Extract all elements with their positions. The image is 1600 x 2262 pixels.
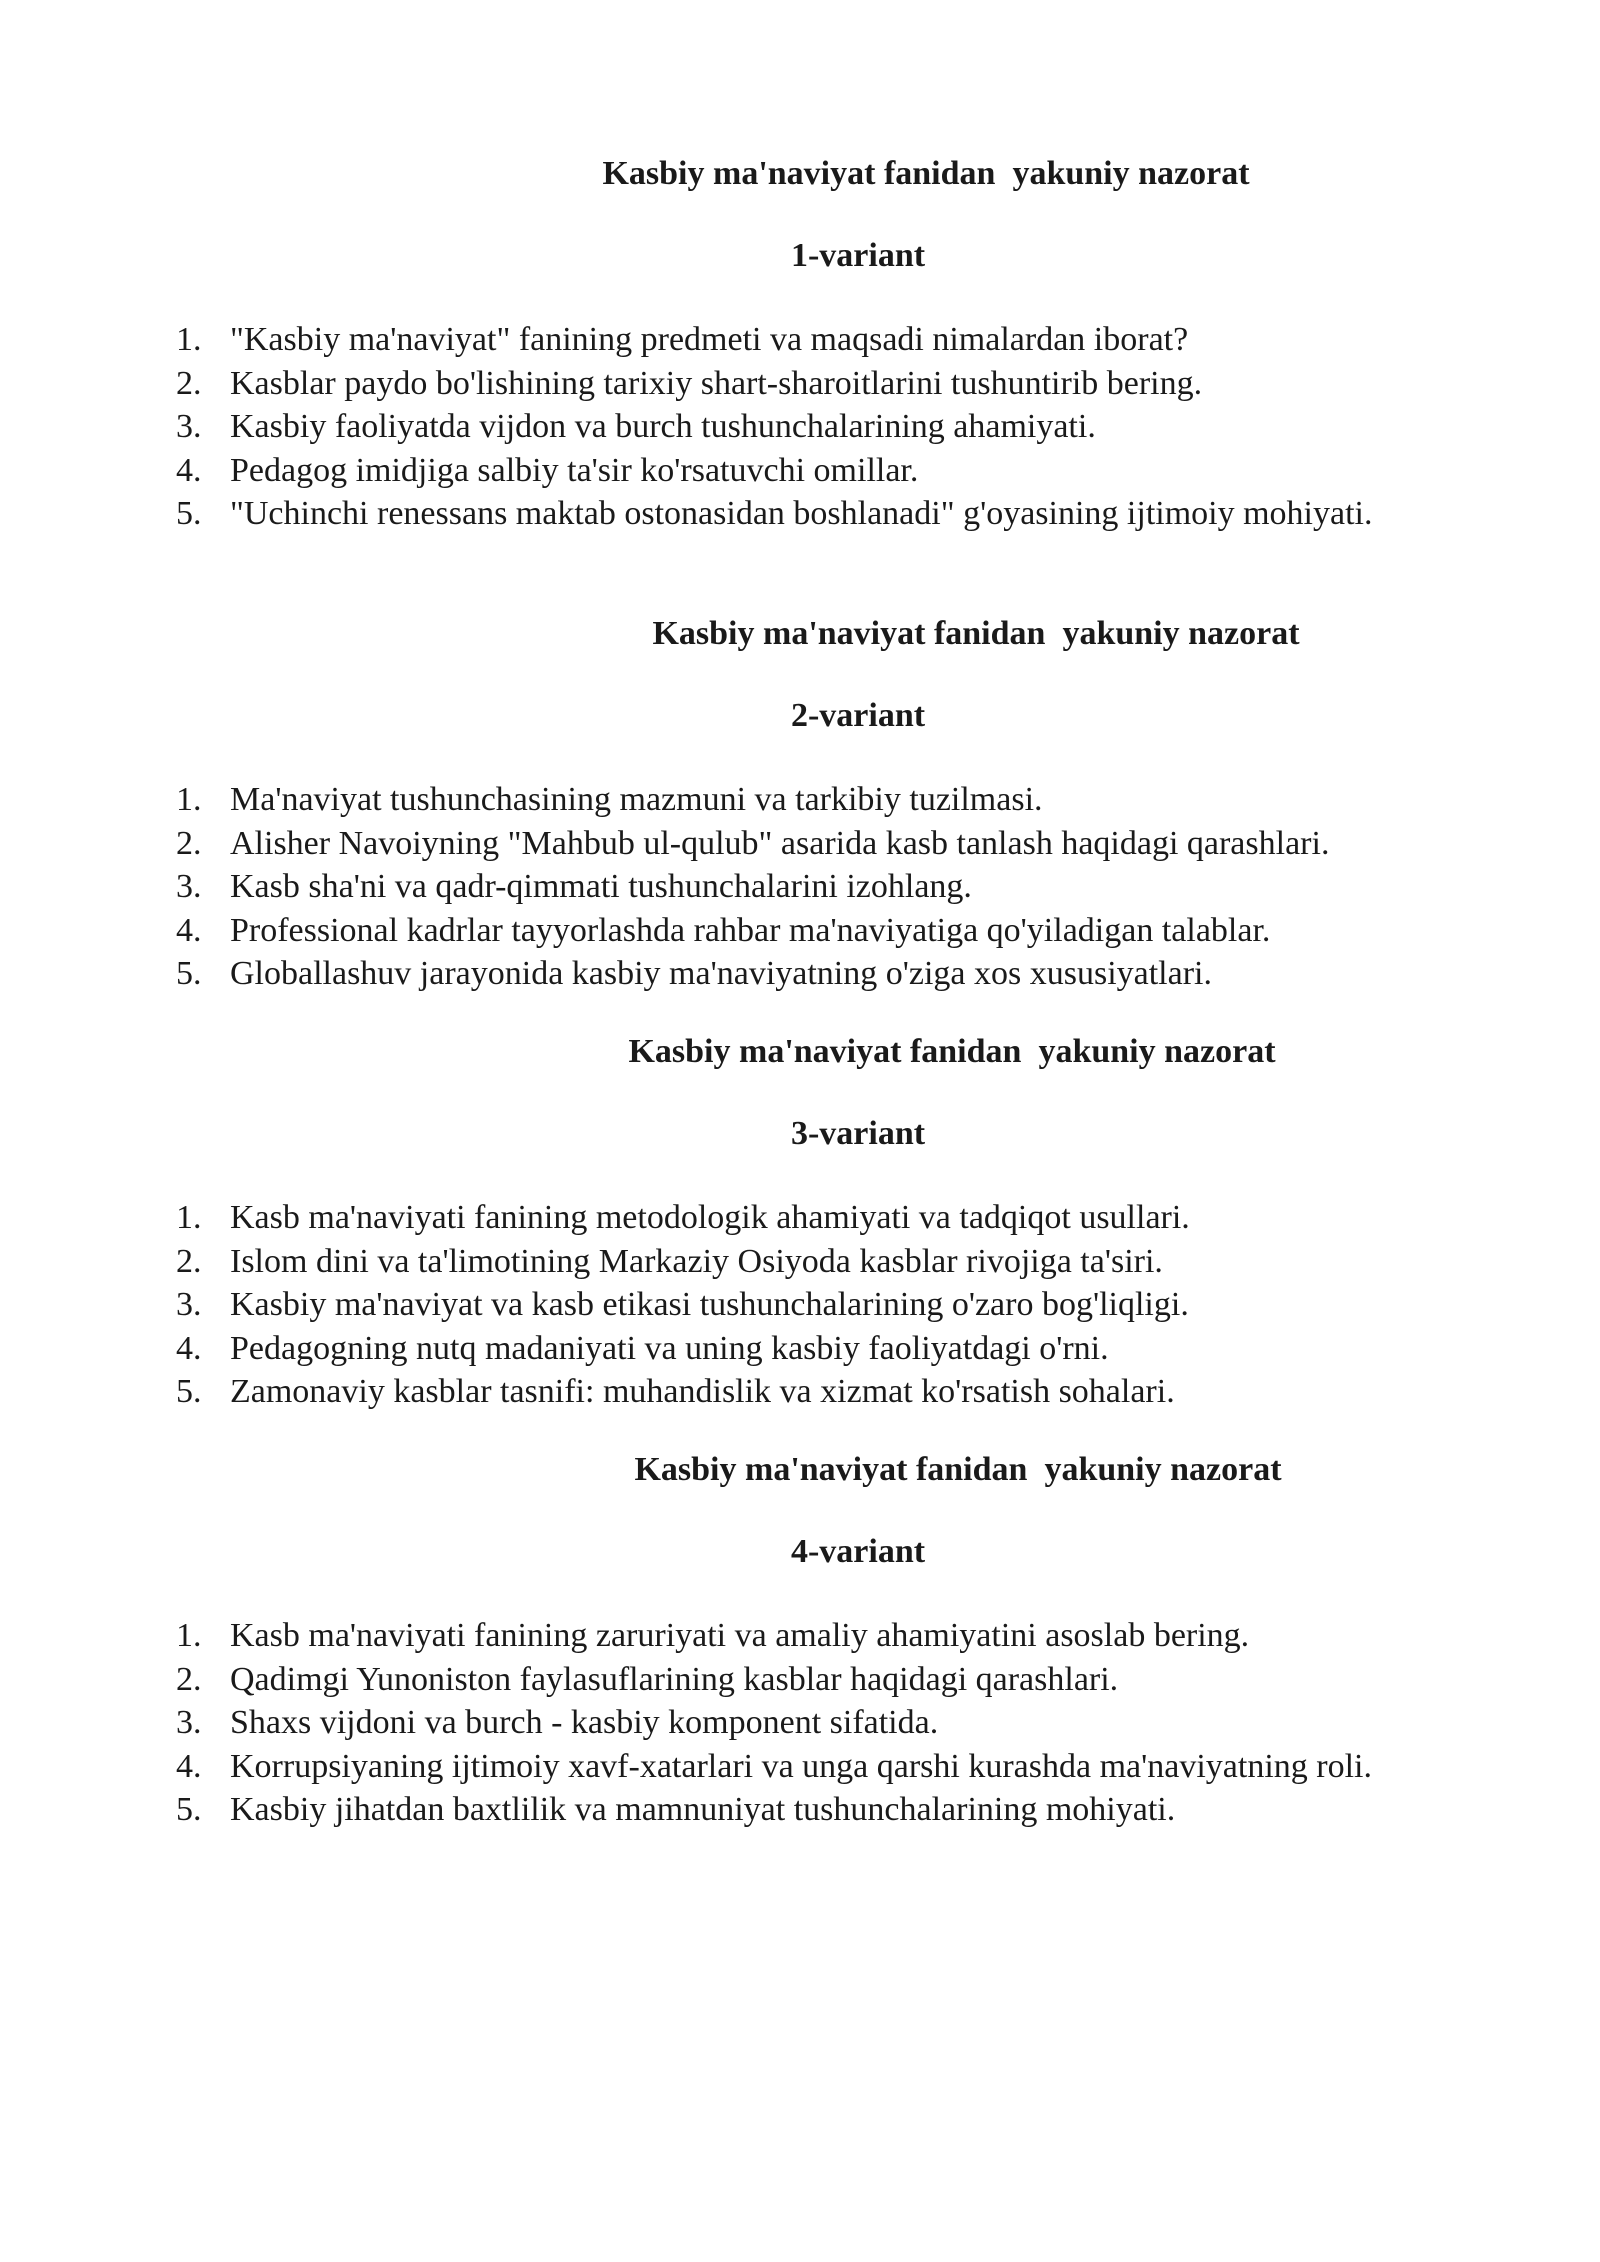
- question-number: 1.: [176, 1617, 202, 1654]
- question-item: [176, 1788, 1476, 1832]
- question-text: Qadimgi Yunoniston faylasuflarining kasblar haqidagi qarashlari.: [230, 1660, 1119, 1698]
- question-number: 2.: [176, 364, 202, 402]
- question-number: 1.: [176, 781, 202, 818]
- question-item: [176, 1745, 1490, 1789]
- variant-heading: 3-variant: [790, 1115, 926, 1152]
- question-text: Alisher Navoiyning "Mahbub ul-qulub" asarida kasb tanlash haqidagi qarashlari.: [230, 824, 1330, 862]
- question-item: [176, 865, 1476, 909]
- question-text: Islom dini va ta'limotining Markaziy Osiyoda kasblar rivojiga ta'siri.: [230, 1242, 1163, 1280]
- section-title: Kasbiy ma'naviyat fanidan yakuniy nazorat: [628, 1033, 1276, 1070]
- question-number: 2.: [176, 824, 202, 862]
- question-number: 2.: [176, 1242, 202, 1280]
- question-text: Ma'naviyat tushunchasining mazmuni va tarkibiy tuzilmasi.: [230, 781, 1043, 818]
- question-text: Kasb ma'naviyati fanining metodologik ahamiyati va tadqiqot usullari.: [230, 1199, 1190, 1236]
- question-text: Pedagogning nutq madaniyati va uning kasbiy faoliyatdagi o'rni.: [230, 1329, 1109, 1367]
- question-text: Globallashuv jarayonida kasbiy ma'naviyatning o'ziga xos xususiyatlari.: [230, 955, 1212, 992]
- question-item: [176, 952, 1476, 996]
- question-number: 1.: [176, 1199, 202, 1236]
- question-item: [176, 318, 1476, 362]
- question-text: Kasblar paydo bo'lishining tarixiy shart-sharoitlarini tushuntirib bering.: [230, 364, 1203, 402]
- section-title: Kasbiy ma'naviyat fanidan yakuniy nazorat: [634, 1451, 1282, 1488]
- question-item: [176, 778, 1476, 822]
- question-number: 4.: [176, 451, 202, 489]
- question-text: Kasb sha'ni va qadr-qimmati tushunchalarini izohlang.: [230, 868, 972, 905]
- question-number: 5.: [176, 955, 202, 992]
- question-text: "Uchinchi renessans maktab ostonasidan boshlanadi" g'oyasining ijtimoiy mohiyati.: [230, 495, 1373, 532]
- question-item: [176, 1196, 1476, 1240]
- question-text: Kasbiy ma'naviyat va kasb etikasi tushunchalarining o'zaro bog'liqligi.: [230, 1286, 1189, 1323]
- variant-heading: 2-variant: [790, 697, 926, 734]
- question-item: [176, 1327, 1476, 1371]
- question-text: "Kasbiy ma'naviyat" fanining predmeti va maqsadi nimalardan iborat?: [230, 321, 1189, 358]
- question-text: Shaxs vijdoni va burch - kasbiy komponent sifatida.: [230, 1704, 939, 1741]
- question-text: Pedagog imidjiga salbiy ta'sir ko'rsatuvchi omillar.: [230, 451, 919, 489]
- question-number: 5.: [176, 495, 202, 532]
- question-text: Zamonaviy kasblar tasnifi: muhandislik va xizmat ko'rsatish sohalari.: [230, 1373, 1175, 1410]
- variant-heading: 4-variant: [790, 1533, 926, 1570]
- question-number: 4.: [176, 1329, 202, 1367]
- question-item: [176, 1370, 1476, 1414]
- question-item: [176, 492, 1400, 536]
- question-item: [176, 449, 1476, 493]
- variant-heading: 1-variant: [790, 237, 926, 274]
- question-item: [176, 822, 1476, 866]
- question-item: [176, 1240, 1476, 1284]
- question-number: 1.: [176, 321, 202, 358]
- question-list: [176, 318, 1476, 536]
- question-number: 3.: [176, 868, 202, 905]
- question-list: [176, 1614, 1476, 1832]
- question-item: [176, 1701, 1476, 1745]
- question-number: 3.: [176, 1704, 202, 1741]
- question-number: 5.: [176, 1373, 202, 1410]
- question-text: Professional kadrlar tayyorlashda rahbar ma'naviyatiga qo'yiladigan talablar.: [230, 911, 1271, 949]
- question-item: [176, 909, 1476, 953]
- question-item: [176, 405, 1476, 449]
- question-item: [176, 1658, 1476, 1702]
- question-text: Korrupsiyaning ijtimoiy xavf-xatarlari va unga qarshi kurashda ma'naviyatning roli.: [230, 1747, 1372, 1785]
- question-text: Kasbiy jihatdan baxtlilik va mamnuniyat tushunchalarining mohiyati.: [230, 1791, 1176, 1828]
- question-number: 4.: [176, 1747, 202, 1785]
- question-number: 2.: [176, 1660, 202, 1698]
- question-number: 4.: [176, 911, 202, 949]
- question-list: [176, 1196, 1476, 1414]
- question-item: [176, 1614, 1476, 1658]
- question-item: [176, 1283, 1476, 1327]
- question-text: Kasbiy faoliyatda vijdon va burch tushunchalarining ahamiyati.: [230, 408, 1096, 445]
- section-title: Kasbiy ma'naviyat fanidan yakuniy nazorat: [652, 615, 1300, 652]
- question-number: 5.: [176, 1791, 202, 1828]
- section-title: Kasbiy ma'naviyat fanidan yakuniy nazorat: [602, 155, 1250, 192]
- question-text: Kasb ma'naviyati fanining zaruriyati va amaliy ahamiyatini asoslab bering.: [230, 1617, 1250, 1654]
- question-number: 3.: [176, 1286, 202, 1323]
- question-item: [176, 362, 1476, 406]
- question-number: 3.: [176, 408, 202, 445]
- question-list: [176, 778, 1476, 996]
